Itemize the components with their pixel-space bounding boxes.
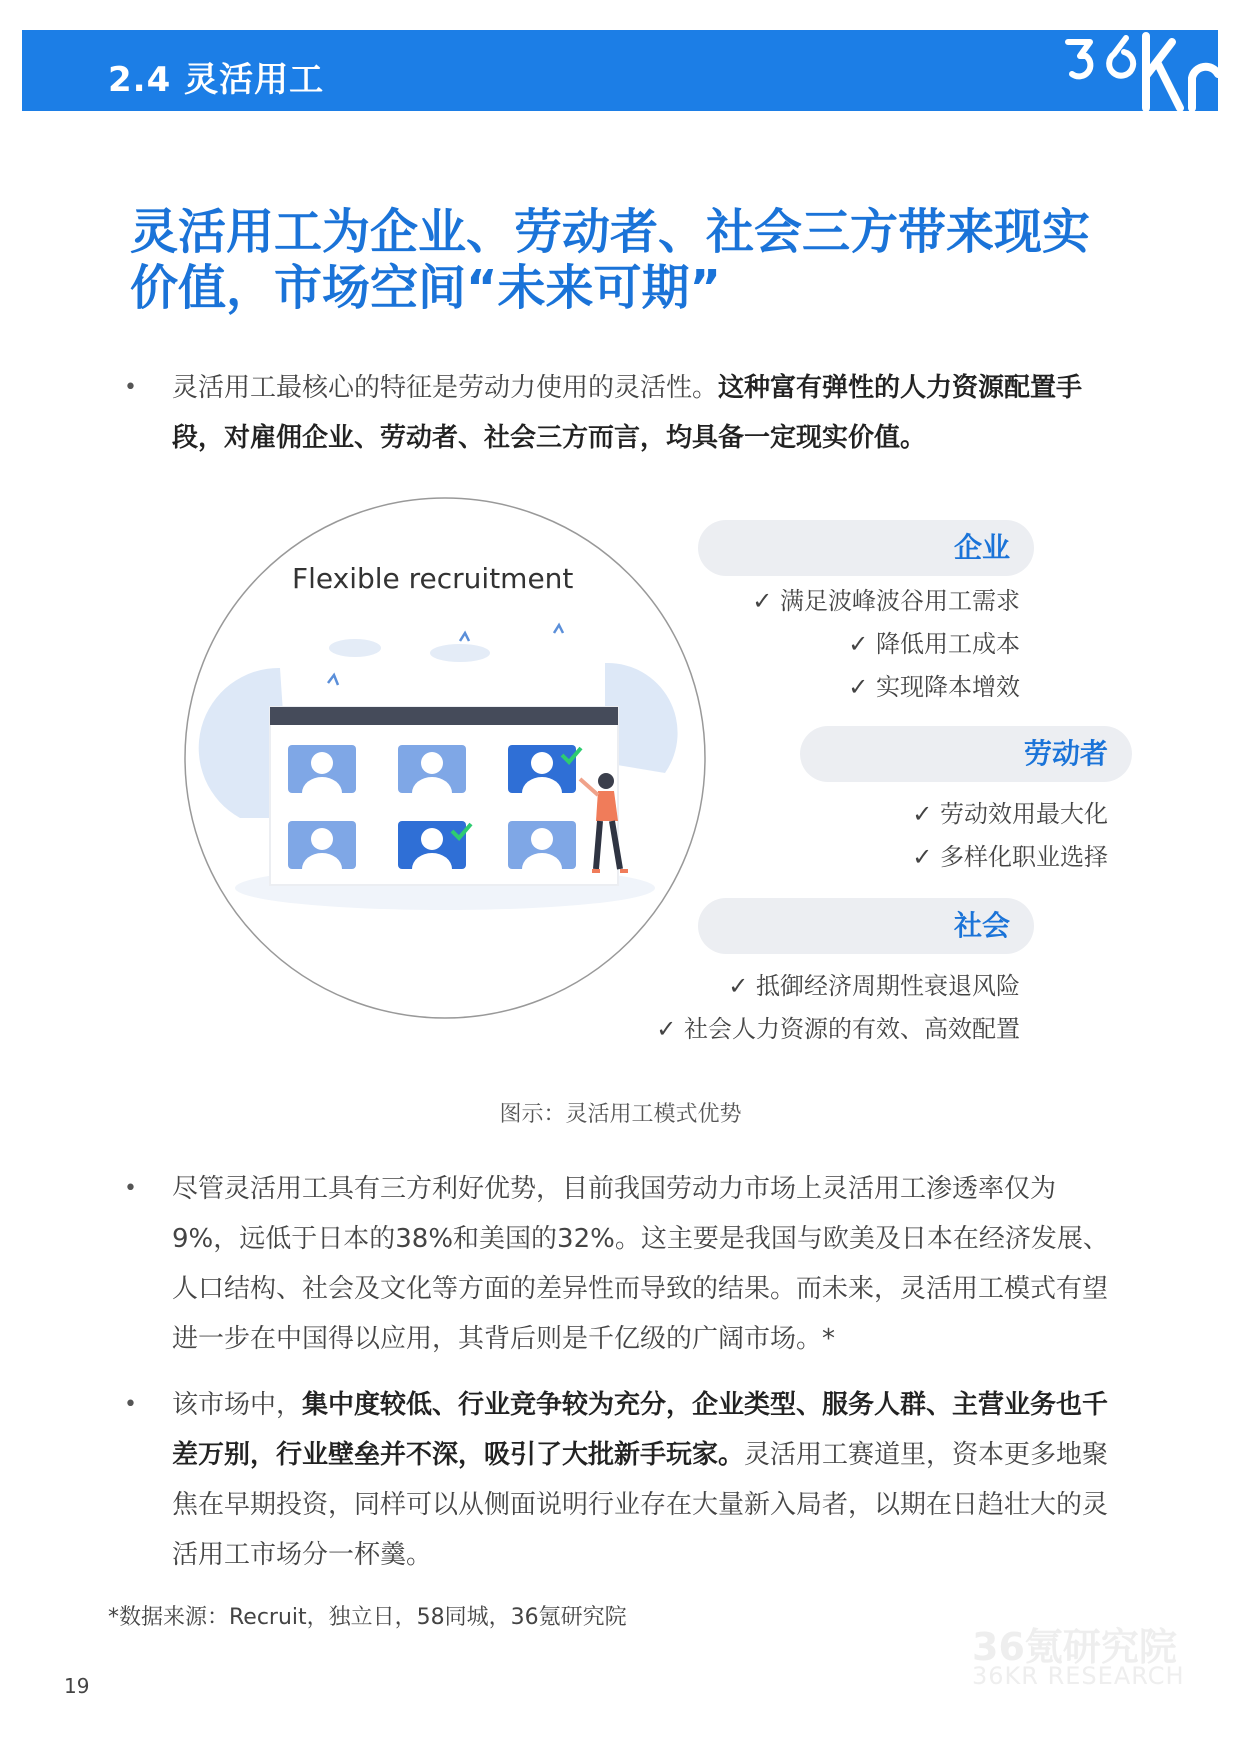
data-source-footnote: *数据来源：Recruit，独立日，58同城，36氪研究院: [108, 1605, 627, 1630]
check-item: ✓ 抵御经济周期性衰退风险: [600, 965, 1020, 1008]
check-item: ✓ 满足波峰波谷用工需求: [700, 580, 1020, 623]
bullet-dot: •: [124, 1392, 137, 1417]
worker-benefits: [800, 793, 1108, 879]
bullet-3-bold: 集中度较低、行业竞争较为充分，企业类型、服务人群、主营业务也千差万别，行业壁垒并不深，吸引了大批新手玩家。: [172, 1390, 1109, 1470]
group-pill-enterprise: 企业: [698, 520, 1034, 576]
group-pill-worker: 劳动者: [800, 726, 1132, 782]
bullet-dot: •: [124, 1176, 137, 1201]
group-pill-society: 社会: [698, 898, 1034, 954]
bullet-3-tail: 灵活用工赛道里，资本更多地聚焦在早期投资，同样可以从侧面说明行业存在大量新入局者，以期在日趋壮大的灵活用工市场分一杯羹。: [172, 1440, 1109, 1570]
bullet-2-text: 尽管灵活用工具有三方利好优势，目前我国劳动力市场上灵活用工渗透率仅为9%，远低于日本的38%和美国的32%。这主要是我国与欧美及日本在经济发展、人口结构、社会及文化等方面的差异性而导致的结果。而未来，灵活用工模式有望进一步在中国得以应用，其背后则是千亿级的广阔市场。*: [172, 1174, 1109, 1354]
page-number: 19: [64, 1674, 90, 1698]
check-item: ✓ 多样化职业选择: [800, 836, 1108, 879]
section-title: 2.4 灵活用工: [108, 60, 325, 100]
watermark-en: 36KR RESEARCH: [972, 1662, 1185, 1690]
bullet-1-plain: 灵活用工最核心的特征是劳动力使用的灵活性。: [172, 373, 719, 403]
check-item: ✓ 劳动效用最大化: [800, 793, 1108, 836]
headline-line-1: 灵活用工为企业、劳动者、社会三方带来现实: [130, 204, 1091, 260]
check-item: ✓ 降低用工成本: [700, 623, 1020, 666]
society-benefits: [600, 965, 1020, 1051]
bullet-paragraph-2: [124, 1164, 1114, 1364]
enterprise-benefits: [700, 580, 1020, 709]
circle-label: Flexible recruitment: [292, 562, 574, 595]
bullet-paragraph-3: [124, 1380, 1114, 1580]
figure-caption: 图示：灵活用工模式优势: [499, 1102, 742, 1127]
bullet-dot: •: [124, 375, 137, 400]
headline-line-2: 价值，市场空间“未来可期”: [130, 260, 722, 316]
bullet-3-lead: 该市场中，: [172, 1390, 303, 1420]
bullet-paragraph-1: [124, 363, 1114, 463]
page-headline: [130, 204, 1130, 316]
check-item: ✓ 社会人力资源的有效、高效配置: [600, 1008, 1020, 1051]
watermark-cn: 36氪研究院: [972, 1625, 1177, 1669]
36kr-logo: [1060, 24, 1230, 114]
check-item: ✓ 实现降本增效: [700, 666, 1020, 709]
bullet-1-bold: 这种富有弹性的人力资源配置手段，对雇佣企业、劳动者、社会三方而言，均具备一定现实价值。: [172, 373, 1083, 453]
